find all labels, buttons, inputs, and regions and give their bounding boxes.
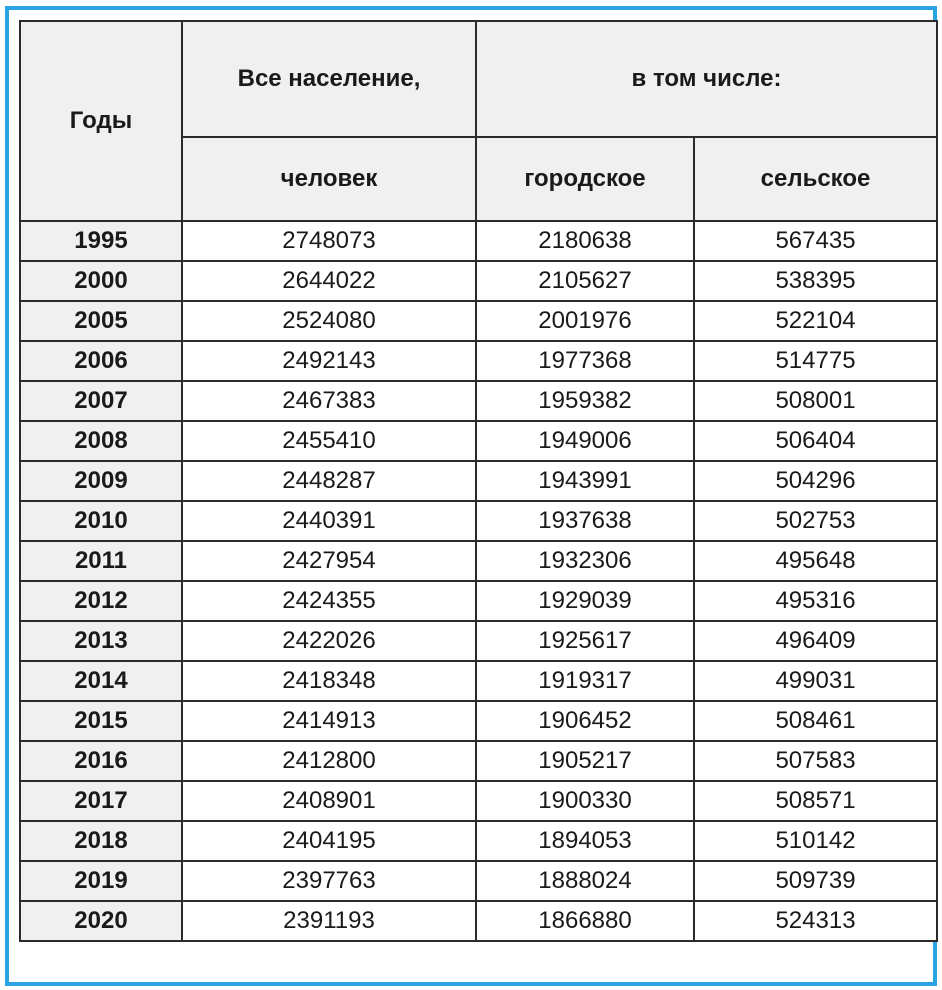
table-row [20,701,937,741]
total-cell: 2422026 [182,621,476,661]
urban-cell: 1866880 [476,901,694,941]
urban-cell: 1919317 [476,661,694,701]
rural-cell: 508461 [694,701,937,741]
table-row [20,461,937,501]
table-row [20,901,937,941]
rural-cell: 495316 [694,581,937,621]
table-row [20,381,937,421]
header-row-top [20,21,937,137]
year-cell: 2008 [20,421,182,461]
year-cell: 2017 [20,781,182,821]
population-table [19,20,938,942]
table-header [20,21,937,221]
table-row [20,301,937,341]
total-cell: 2748073 [182,221,476,261]
year-cell: 2009 [20,461,182,501]
year-cell: 2016 [20,741,182,781]
urban-cell: 1894053 [476,821,694,861]
total-cell: 2492143 [182,341,476,381]
header-including: в том числе: [476,21,937,137]
urban-cell: 1929039 [476,581,694,621]
year-cell: 2000 [20,261,182,301]
rural-cell: 504296 [694,461,937,501]
total-cell: 2467383 [182,381,476,421]
total-cell: 2455410 [182,421,476,461]
urban-cell: 2105627 [476,261,694,301]
table-row [20,661,937,701]
rural-cell: 522104 [694,301,937,341]
table-row [20,781,937,821]
total-cell: 2524080 [182,301,476,341]
header-years: Годы [20,21,182,221]
total-cell: 2427954 [182,541,476,581]
table-row [20,501,937,541]
year-cell: 2011 [20,541,182,581]
total-cell: 2424355 [182,581,476,621]
urban-cell: 1943991 [476,461,694,501]
table-body [20,221,937,941]
total-cell: 2448287 [182,461,476,501]
urban-cell: 1925617 [476,621,694,661]
total-cell: 2414913 [182,701,476,741]
urban-cell: 1977368 [476,341,694,381]
rural-cell: 538395 [694,261,937,301]
table-row [20,221,937,261]
year-cell: 2005 [20,301,182,341]
urban-cell: 1905217 [476,741,694,781]
table-row [20,621,937,661]
rural-cell: 502753 [694,501,937,541]
year-cell: 2019 [20,861,182,901]
year-cell: 2020 [20,901,182,941]
year-cell: 2007 [20,381,182,421]
urban-cell: 1937638 [476,501,694,541]
urban-cell: 1959382 [476,381,694,421]
total-cell: 2418348 [182,661,476,701]
header-persons: человек [182,137,476,221]
rural-cell: 507583 [694,741,937,781]
table-row [20,541,937,581]
rural-cell: 499031 [694,661,937,701]
rural-cell: 508571 [694,781,937,821]
rural-cell: 508001 [694,381,937,421]
table-row [20,581,937,621]
table-row [20,861,937,901]
total-cell: 2412800 [182,741,476,781]
year-cell: 2012 [20,581,182,621]
total-cell: 2408901 [182,781,476,821]
header-rural: сельское [694,137,937,221]
rural-cell: 506404 [694,421,937,461]
rural-cell: 496409 [694,621,937,661]
total-cell: 2440391 [182,501,476,541]
year-cell: 2015 [20,701,182,741]
urban-cell: 2001976 [476,301,694,341]
total-cell: 2404195 [182,821,476,861]
urban-cell: 1888024 [476,861,694,901]
urban-cell: 2180638 [476,221,694,261]
rural-cell: 524313 [694,901,937,941]
table-frame [5,6,937,986]
urban-cell: 1932306 [476,541,694,581]
year-cell: 2013 [20,621,182,661]
table-row [20,421,937,461]
year-cell: 2006 [20,341,182,381]
year-cell: 2018 [20,821,182,861]
table-row [20,261,937,301]
header-all-population: Все население, [182,21,476,137]
urban-cell: 1906452 [476,701,694,741]
header-urban: городское [476,137,694,221]
rural-cell: 510142 [694,821,937,861]
urban-cell: 1949006 [476,421,694,461]
year-cell: 1995 [20,221,182,261]
rural-cell: 495648 [694,541,937,581]
year-cell: 2010 [20,501,182,541]
rural-cell: 509739 [694,861,937,901]
year-cell: 2014 [20,661,182,701]
table-row [20,741,937,781]
table-row [20,341,937,381]
rural-cell: 514775 [694,341,937,381]
total-cell: 2391193 [182,901,476,941]
total-cell: 2644022 [182,261,476,301]
table-row [20,821,937,861]
rural-cell: 567435 [694,221,937,261]
urban-cell: 1900330 [476,781,694,821]
total-cell: 2397763 [182,861,476,901]
